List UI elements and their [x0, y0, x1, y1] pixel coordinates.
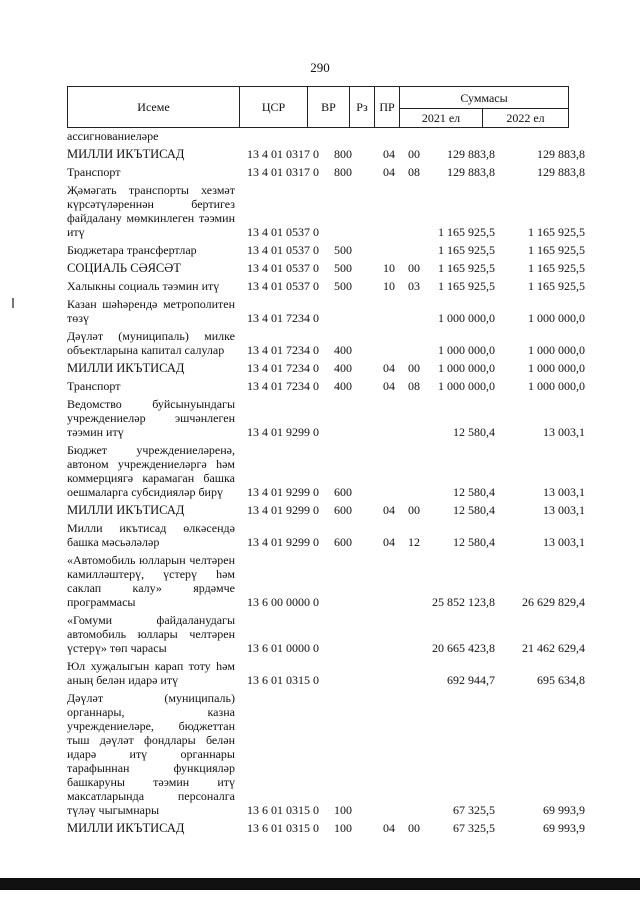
row-vr: 400: [334, 379, 352, 393]
row-vr: 800: [334, 147, 352, 161]
table-row: [67, 397, 597, 439]
table-row: [67, 129, 597, 143]
row-sum-2022: 129 883,8: [537, 165, 585, 179]
row-csr: 13 6 01 0315 0: [247, 673, 319, 687]
row-vr: 400: [334, 343, 352, 357]
header-pr: ПР: [375, 87, 400, 128]
row-pr: 12: [408, 535, 420, 549]
row-sum-2022: 1 000 000,0: [528, 379, 585, 393]
row-vr: 100: [334, 803, 352, 817]
row-name: СОЦИАЛЬ СӘЯСӘТ: [67, 261, 181, 275]
header-vr: ВР: [308, 87, 350, 128]
row-sum-2021: 20 665 423,8: [432, 641, 495, 655]
row-vr: 600: [334, 535, 352, 549]
table-body: [67, 129, 597, 835]
table-row: [67, 183, 597, 239]
row-name: Милли икътисад өлкәсендә башка мәсьәләләр: [67, 521, 235, 549]
row-name: Ведомство буйсынуындагы учреждениеләр эшчәнлеген тәэмин итү: [67, 397, 235, 439]
row-csr: 13 4 01 9299 0: [247, 503, 319, 517]
header-csr: ЦСР: [240, 87, 308, 128]
row-sum-2021: 129 883,8: [447, 147, 495, 161]
row-name: Бюджет учреждениеләренә, автоном учреждениеләргә һәм коммерциягә карамаган башка оешмаларга субсидияләр бирү: [67, 443, 235, 499]
row-sum-2021: 1 000 000,0: [438, 361, 495, 375]
row-sum-2021: 129 883,8: [447, 165, 495, 179]
row-sum-2021: 67 325,5: [453, 821, 495, 835]
row-sum-2022: 1 165 925,5: [528, 243, 585, 257]
header-name: Исеме: [68, 87, 240, 128]
row-csr: 13 4 01 0317 0: [247, 147, 319, 161]
row-pr: 00: [408, 821, 420, 835]
row-pr: 08: [408, 165, 420, 179]
row-rz: 04: [383, 361, 395, 375]
row-sum-2022: 26 629 829,4: [522, 595, 585, 609]
row-sum-2021: 1 000 000,0: [438, 311, 495, 325]
table-row: [67, 243, 597, 257]
row-vr: 500: [334, 243, 352, 257]
row-csr: 13 4 01 0537 0: [247, 261, 319, 275]
row-sum-2022: 69 993,9: [543, 803, 585, 817]
row-rz: 04: [383, 165, 395, 179]
row-rz: 04: [383, 379, 395, 393]
row-csr: 13 4 01 7234 0: [247, 343, 319, 357]
table-row: [67, 503, 597, 517]
table-row: [67, 443, 597, 499]
header-year-2022: 2022 ел: [483, 109, 569, 128]
row-name: Казан шәһәрендә метрополитен төзү: [67, 297, 235, 325]
row-csr: 13 4 01 0537 0: [247, 225, 319, 239]
table-row: [67, 659, 597, 687]
row-sum-2022: 1 165 925,5: [528, 261, 585, 275]
row-sum-2022: 13 003,1: [543, 535, 585, 549]
row-vr: 600: [334, 485, 352, 499]
row-name: Бюджетара трансфертлар: [67, 243, 197, 257]
row-csr: 13 4 01 9299 0: [247, 485, 319, 499]
table-row: [67, 379, 597, 393]
row-vr: 800: [334, 165, 352, 179]
row-name: Җәмәгать транспорты хезмәт күрсәтүләреннән бертигез файдалану мөмкинлеген тәэмин итү: [67, 183, 235, 239]
row-csr: 13 4 01 0537 0: [247, 279, 319, 293]
row-pr: 08: [408, 379, 420, 393]
row-name: «Гомуми файдаланудагы автомобиль юллары челтәрен үстерү» төп чарасы: [67, 613, 235, 655]
row-name: «Автомобиль юлларын челтәрен камилләштерү, үстерү һәм саклап калу» ярдәмче программасы: [67, 553, 235, 609]
row-sum-2021: 1 165 925,5: [438, 261, 495, 275]
row-sum-2022: 13 003,1: [543, 485, 585, 499]
row-sum-2021: 25 852 123,8: [432, 595, 495, 609]
row-csr: 13 6 01 0315 0: [247, 821, 319, 835]
row-sum-2021: 1 000 000,0: [438, 343, 495, 357]
row-sum-2021: 12 580,4: [453, 425, 495, 439]
row-rz: 10: [383, 279, 395, 293]
row-pr: 00: [408, 503, 420, 517]
row-sum-2021: 12 580,4: [453, 535, 495, 549]
row-csr: 13 4 01 7234 0: [247, 311, 319, 325]
row-sum-2021: 1 165 925,5: [438, 279, 495, 293]
row-sum-2021: 1 165 925,5: [438, 225, 495, 239]
row-sum-2021: 1 165 925,5: [438, 243, 495, 257]
scan-artifact: [12, 298, 14, 308]
row-sum-2022: 13 003,1: [543, 503, 585, 517]
row-name: Юл хуҗалыгын карап тоту һәм аның белән идарә итү: [67, 659, 235, 687]
table-row: [67, 279, 597, 293]
table-row: [67, 329, 597, 357]
row-name: Транспорт: [67, 165, 121, 179]
row-pr: 00: [408, 361, 420, 375]
scan-border-bar: [0, 878, 640, 890]
row-csr: 13 4 01 0317 0: [247, 165, 319, 179]
row-sum-2022: 21 462 629,4: [522, 641, 585, 655]
row-sum-2022: 1 165 925,5: [528, 225, 585, 239]
row-pr: 00: [408, 261, 420, 275]
row-name: Халыкны социаль тәэмин итү: [67, 279, 220, 293]
row-rz: 04: [383, 821, 395, 835]
row-vr: 500: [334, 261, 352, 275]
row-sum-2021: 67 325,5: [453, 803, 495, 817]
table-row: [67, 361, 597, 375]
row-csr: 13 6 00 0000 0: [247, 595, 319, 609]
table-row: [67, 553, 597, 609]
row-sum-2022: 1 000 000,0: [528, 361, 585, 375]
header-year-2021: 2021 ел: [400, 109, 483, 128]
table-row: [67, 613, 597, 655]
row-sum-2022: 1 165 925,5: [528, 279, 585, 293]
row-csr: 13 6 01 0000 0: [247, 641, 319, 655]
table-row: [67, 297, 597, 325]
row-csr: 13 6 01 0315 0: [247, 803, 319, 817]
row-csr: 13 4 01 9299 0: [247, 535, 319, 549]
row-rz: 04: [383, 535, 395, 549]
row-sum-2022: 69 993,9: [543, 821, 585, 835]
row-sum-2021: 12 580,4: [453, 503, 495, 517]
table-row: [67, 147, 597, 161]
row-sum-2022: 1 000 000,0: [528, 311, 585, 325]
row-csr: 13 4 01 7234 0: [247, 361, 319, 375]
row-csr: 13 4 01 0537 0: [247, 243, 319, 257]
row-sum-2021: 1 000 000,0: [438, 379, 495, 393]
row-name: Транспорт: [67, 379, 121, 393]
row-sum-2022: 695 634,8: [537, 673, 585, 687]
table-row: [67, 691, 597, 817]
row-name: Дәүләт (муниципаль) милке объектларына капитал салулар: [67, 329, 235, 357]
row-rz: 10: [383, 261, 395, 275]
row-vr: 400: [334, 361, 352, 375]
row-name: МИЛЛИ ИКЪТИСАД: [67, 821, 185, 835]
row-vr: 500: [334, 279, 352, 293]
row-vr: 100: [334, 821, 352, 835]
row-name: МИЛЛИ ИКЪТИСАД: [67, 503, 185, 517]
row-pr: 00: [408, 147, 420, 161]
page-number: 290: [310, 60, 330, 75]
header-rz: Рз: [350, 87, 375, 128]
row-rz: 04: [383, 147, 395, 161]
row-name: Дәүләт (муниципаль) органнары, казна учреждениеләре, бюджеттан тыш дәүләт фондлары белән идарә итү органнары тарафыннан функцияләр башкаруны тәэмин итү максатларында персоналга түләү чыгымнары: [67, 691, 235, 817]
table-header: [67, 86, 569, 128]
row-sum-2022: 1 000 000,0: [528, 343, 585, 357]
row-name: ассигнованиеләре: [67, 129, 159, 143]
row-csr: 13 4 01 9299 0: [247, 425, 319, 439]
row-sum-2021: 692 944,7: [447, 673, 495, 687]
table-row: [67, 261, 597, 275]
table-row: [67, 821, 597, 835]
row-sum-2021: 12 580,4: [453, 485, 495, 499]
table-row: [67, 521, 597, 549]
row-name: МИЛЛИ ИКЪТИСАД: [67, 147, 185, 161]
row-sum-2022: 129 883,8: [537, 147, 585, 161]
row-sum-2022: 13 003,1: [543, 425, 585, 439]
row-vr: 600: [334, 503, 352, 517]
header-sums: Суммасы: [400, 87, 569, 109]
row-pr: 03: [408, 279, 420, 293]
row-name: МИЛЛИ ИКЪТИСАД: [67, 361, 185, 375]
row-csr: 13 4 01 7234 0: [247, 379, 319, 393]
table-row: [67, 165, 597, 179]
row-rz: 04: [383, 503, 395, 517]
